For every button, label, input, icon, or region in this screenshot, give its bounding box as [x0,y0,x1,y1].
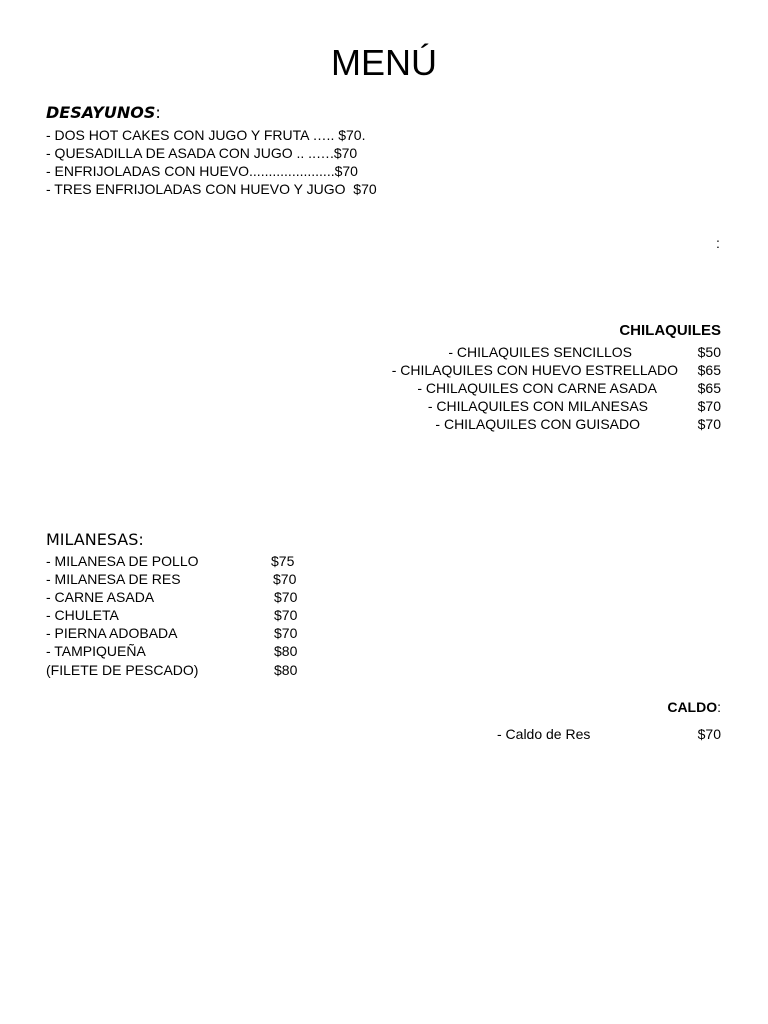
desayunos-heading-text: DESAYUNOS [46,103,156,122]
chilaquiles-item-price: $70 [697,398,721,414]
chilaquiles-item-price: $65 [697,380,721,396]
milanesas-heading-colon: : [138,530,144,549]
page-title: MENÚ [331,42,437,83]
chilaquiles-item-name: - CHILAQUILES CON MILANESAS [427,398,648,414]
milanesas-item-price: $70 [274,589,298,605]
desayunos-item: - ENFRIJOLADAS CON HUEVO......................$70 [46,163,358,179]
milanesas-item-name: (FILETE DE PESCADO) [46,662,199,678]
milanesas-heading [46,530,144,550]
caldo-heading-colon: : [717,699,721,715]
chilaquiles-item-price: $70 [697,416,721,432]
chilaquiles-item-price: $65 [697,362,721,378]
caldo-item-price: $70 [697,726,721,742]
milanesas-item-name: - MILANESA DE POLLO [46,553,199,569]
desayunos-item: - DOS HOT CAKES CON JUGO Y FRUTA ….. $70. [46,127,366,143]
chilaquiles-item-name: - CHILAQUILES CON GUISADO [435,416,640,432]
chilaquiles-heading: CHILAQUILES [619,322,721,339]
milanesas-item-name: - TAMPIQUEÑA [46,643,146,659]
milanesas-item-name: - CARNE ASADA [46,589,155,605]
milanesas-heading-text: MILANESAS [46,530,139,549]
milanesas-item-price: $70 [274,607,298,623]
caldo-heading-text: CALDO [667,699,718,715]
milanesas-item-price: $70 [274,625,298,641]
stray-colon: : [716,235,720,251]
caldo-item-name: - Caldo de Res [497,726,591,742]
milanesas-item-price: $75 [271,553,295,569]
chilaquiles-item-name: - CHILAQUILES SENCILLOS [448,344,632,360]
milanesas-item-price: $80 [274,662,298,678]
milanesas-item-price: $80 [274,643,298,659]
desayunos-item: - TRES ENFRIJOLADAS CON HUEVO Y JUGO $70 [46,181,377,197]
milanesas-item-name: - MILANESA DE RES [46,571,181,587]
chilaquiles-item-name: - CHILAQUILES CON CARNE ASADA [417,380,657,396]
desayunos-heading-colon: : [155,103,161,122]
chilaquiles-item-price: $50 [697,344,721,360]
caldo-heading [667,698,721,716]
milanesas-item-name: - PIERNA ADOBADA [46,625,178,641]
milanesas-item-name: - CHULETA [46,607,119,623]
desayunos-item: - QUESADILLA DE ASADA CON JUGO .. ..….$70 [46,145,358,161]
chilaquiles-item-name: - CHILAQUILES CON HUEVO ESTRELLADO [391,362,678,378]
desayunos-heading [46,103,161,123]
milanesas-item-price: $70 [273,571,297,587]
